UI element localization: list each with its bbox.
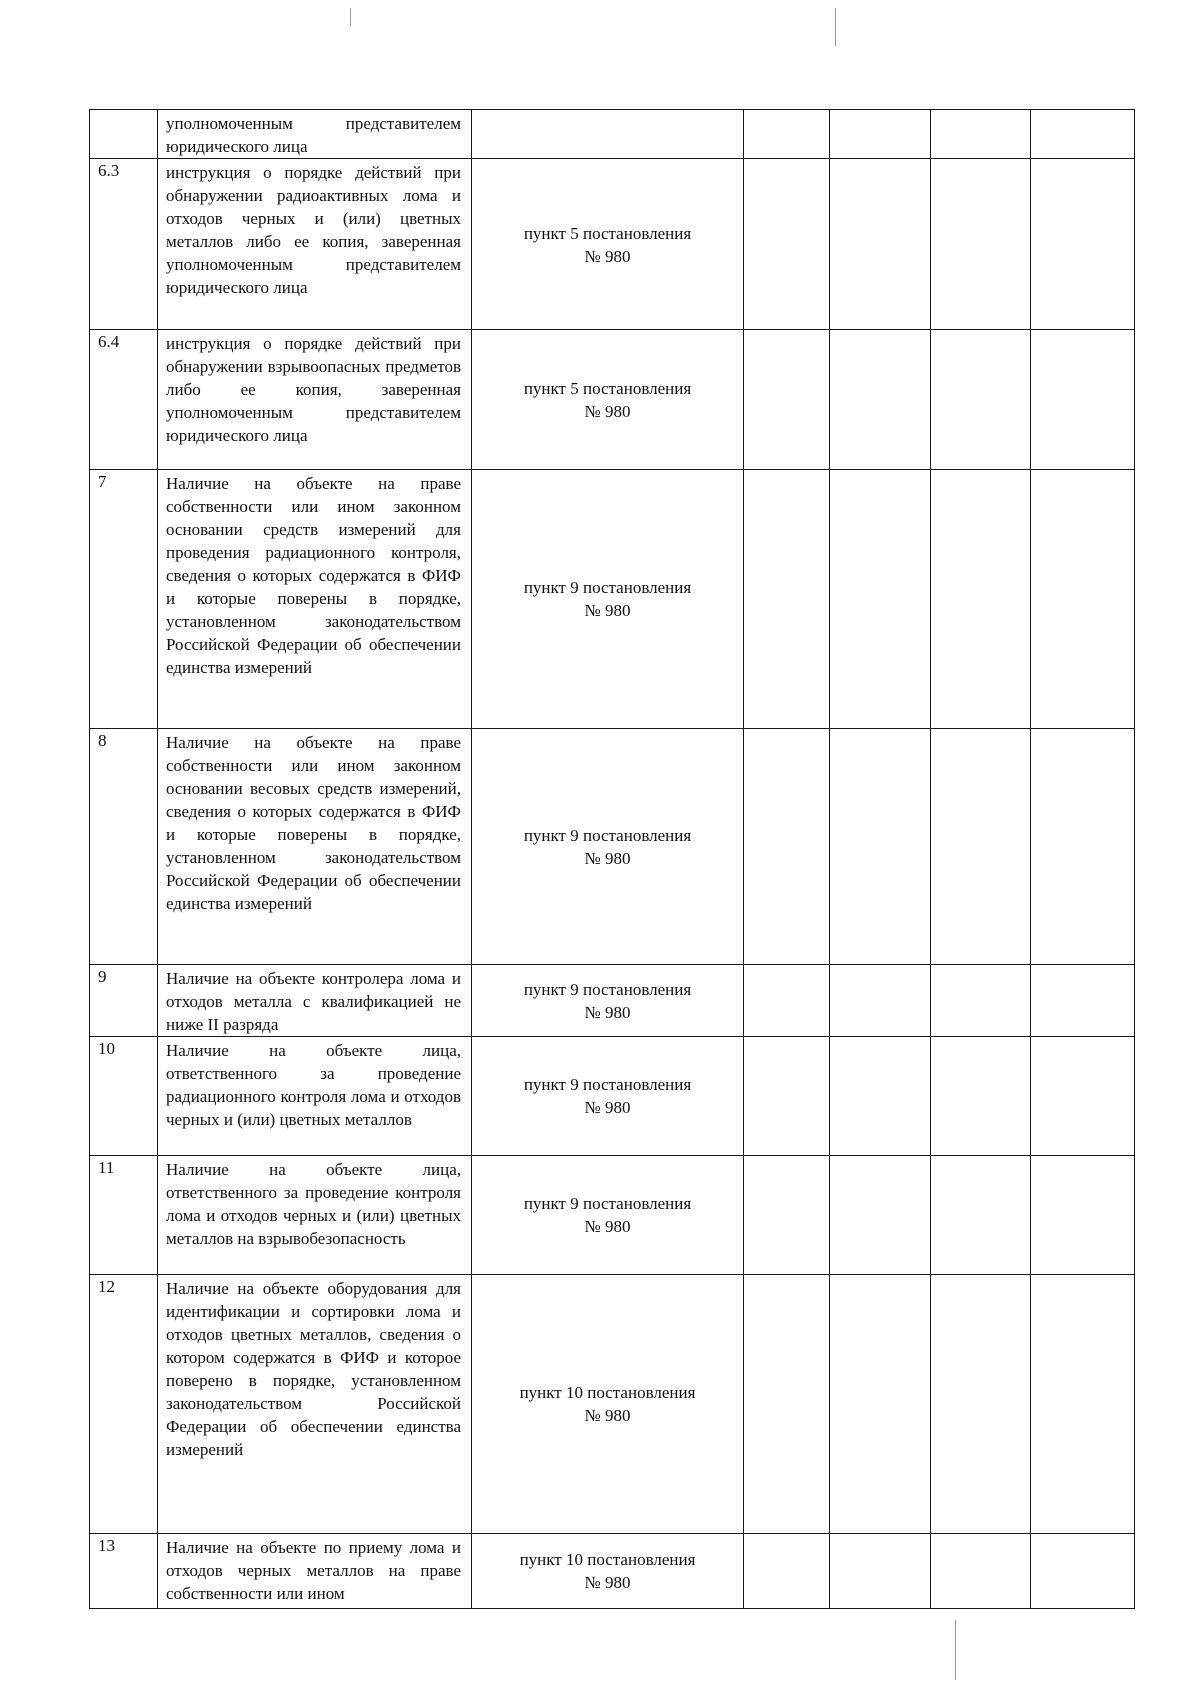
empty-cell bbox=[744, 1037, 830, 1156]
empty-cell bbox=[1031, 1275, 1135, 1534]
empty-cell bbox=[830, 470, 931, 729]
empty-cell bbox=[744, 729, 830, 965]
requirement-text: Наличие на объекте оборудования для идентификации и сортировки лома и отходов цветных металлов, сведения о котором содержатся в ФИФ и которое поверено в порядке, установленном законодательством Российской Федерации об обеспечении единства измерений bbox=[158, 1275, 472, 1534]
table-row bbox=[90, 729, 1135, 965]
requirement-text: Наличие на объекте по приему лома и отходов черных металлов на праве собственности или ином bbox=[158, 1534, 472, 1609]
empty-cell bbox=[931, 729, 1031, 965]
empty-cell bbox=[1031, 159, 1135, 330]
reference-number: № 980 bbox=[584, 1098, 631, 1117]
legal-reference bbox=[472, 729, 744, 965]
requirement-text: инструкция о порядке действий при обнаружении взрывоопасных предметов либо ее копия, заверенная уполномоченным представителем юридического лица bbox=[158, 330, 472, 470]
reference-number: № 980 bbox=[584, 1406, 631, 1425]
legal-reference bbox=[472, 470, 744, 729]
empty-cell bbox=[744, 159, 830, 330]
empty-cell bbox=[744, 1275, 830, 1534]
scan-artifact-mark bbox=[835, 8, 836, 46]
table-row bbox=[90, 159, 1135, 330]
empty-cell bbox=[931, 470, 1031, 729]
empty-cell bbox=[1031, 1156, 1135, 1275]
empty-cell bbox=[830, 159, 931, 330]
legal-reference bbox=[472, 1156, 744, 1275]
empty-cell bbox=[931, 159, 1031, 330]
empty-cell bbox=[931, 1275, 1031, 1534]
empty-cell bbox=[931, 1156, 1031, 1275]
empty-cell bbox=[1031, 1534, 1135, 1609]
table-row bbox=[90, 470, 1135, 729]
reference-number: № 980 bbox=[584, 1217, 631, 1236]
legal-reference bbox=[472, 330, 744, 470]
reference-number: № 980 bbox=[584, 1573, 631, 1592]
empty-cell bbox=[744, 1156, 830, 1275]
requirement-text: Наличие на объекте на праве собственности или ином законном основании весовых средств измерений, сведения о которых содержатся в ФИФ и которые поверены в порядке, установленном законодательством Российской Федерации об обеспечении единства измерений bbox=[158, 729, 472, 965]
empty-cell bbox=[830, 1156, 931, 1275]
reference-number: № 980 bbox=[584, 247, 631, 266]
table-row bbox=[90, 1037, 1135, 1156]
empty-cell bbox=[1031, 965, 1135, 1037]
reference-clause: пункт 10 постановления bbox=[519, 1383, 696, 1402]
reference-number: № 980 bbox=[584, 1002, 631, 1022]
requirement-text: Наличие на объекте лица, ответственного за проведение радиационного контроля лома и отходов черных и (или) цветных металлов bbox=[158, 1037, 472, 1156]
empty-cell bbox=[830, 1534, 931, 1609]
empty-cell bbox=[931, 965, 1031, 1037]
row-number: 13 bbox=[90, 1534, 158, 1609]
empty-cell bbox=[830, 110, 931, 159]
table-row bbox=[90, 965, 1135, 1037]
table-row bbox=[90, 1275, 1135, 1534]
legal-reference bbox=[472, 965, 744, 1037]
reference-clause: пункт 9 постановления bbox=[523, 979, 692, 999]
reference-clause: пункт 9 постановления bbox=[523, 1194, 692, 1213]
requirement-text: Наличие на объекте контролера лома и отходов металла с квалификацией не ниже II разряда bbox=[158, 965, 472, 1037]
reference-clause: пункт 9 постановления bbox=[523, 578, 692, 597]
row-number bbox=[90, 110, 158, 159]
requirement-text: Наличие на объекте на праве собственности или ином законном основании средств измерений для проведения радиационного контроля, сведения о которых содержатся в ФИФ и которые поверены в порядке, установленном законодательством Российской Федерации об обеспечении единства измерений bbox=[158, 470, 472, 729]
empty-cell bbox=[830, 330, 931, 470]
empty-cell bbox=[830, 1275, 931, 1534]
reference-number: № 980 bbox=[584, 601, 631, 620]
row-number: 6.3 bbox=[90, 159, 158, 330]
row-number: 8 bbox=[90, 729, 158, 965]
row-number: 7 bbox=[90, 470, 158, 729]
table-row bbox=[90, 110, 1135, 159]
row-number: 11 bbox=[90, 1156, 158, 1275]
row-number: 6.4 bbox=[90, 330, 158, 470]
empty-cell bbox=[744, 330, 830, 470]
requirement-text: Наличие на объекте лица, ответственного за проведение контроля лома и отходов черных и (или) цветных металлов на взрывобезопасность bbox=[158, 1156, 472, 1275]
legal-reference bbox=[472, 1275, 744, 1534]
legal-reference bbox=[472, 1037, 744, 1156]
empty-cell bbox=[931, 110, 1031, 159]
empty-cell bbox=[744, 1534, 830, 1609]
table-row bbox=[90, 1534, 1135, 1609]
scan-artifact-mark bbox=[955, 1620, 956, 1680]
reference-clause: пункт 5 постановления bbox=[523, 224, 692, 243]
empty-cell bbox=[744, 470, 830, 729]
empty-cell bbox=[931, 330, 1031, 470]
empty-cell bbox=[1031, 729, 1135, 965]
empty-cell bbox=[931, 1534, 1031, 1609]
empty-cell bbox=[1031, 1037, 1135, 1156]
empty-cell bbox=[1031, 330, 1135, 470]
scan-artifact-mark bbox=[350, 8, 351, 26]
legal-reference bbox=[472, 110, 744, 159]
table-row bbox=[90, 330, 1135, 470]
empty-cell bbox=[744, 965, 830, 1037]
requirement-text: уполномоченным представителем юридического лица bbox=[158, 110, 472, 159]
reference-clause: пункт 10 постановления bbox=[519, 1550, 696, 1569]
requirement-text: инструкция о порядке действий при обнаружении радиоактивных лома и отходов черных и (или) цветных металлов либо ее копия, заверенная уполномоченным представителем юридического лица bbox=[158, 159, 472, 330]
empty-cell bbox=[1031, 470, 1135, 729]
row-number: 12 bbox=[90, 1275, 158, 1534]
reference-clause: пункт 5 постановления bbox=[523, 378, 692, 398]
row-number: 9 bbox=[90, 965, 158, 1037]
checklist-table bbox=[89, 109, 1135, 1609]
reference-clause: пункт 9 постановления bbox=[523, 825, 692, 845]
empty-cell bbox=[830, 729, 931, 965]
empty-cell bbox=[744, 110, 830, 159]
empty-cell bbox=[931, 1037, 1031, 1156]
reference-clause: пункт 9 постановления bbox=[523, 1075, 692, 1094]
reference-number: № 980 bbox=[584, 848, 631, 868]
row-number: 10 bbox=[90, 1037, 158, 1156]
legal-reference bbox=[472, 159, 744, 330]
empty-cell bbox=[1031, 110, 1135, 159]
table-row bbox=[90, 1156, 1135, 1275]
reference-number: № 980 bbox=[584, 401, 631, 421]
empty-cell bbox=[830, 1037, 931, 1156]
empty-cell bbox=[830, 965, 931, 1037]
legal-reference bbox=[472, 1534, 744, 1609]
